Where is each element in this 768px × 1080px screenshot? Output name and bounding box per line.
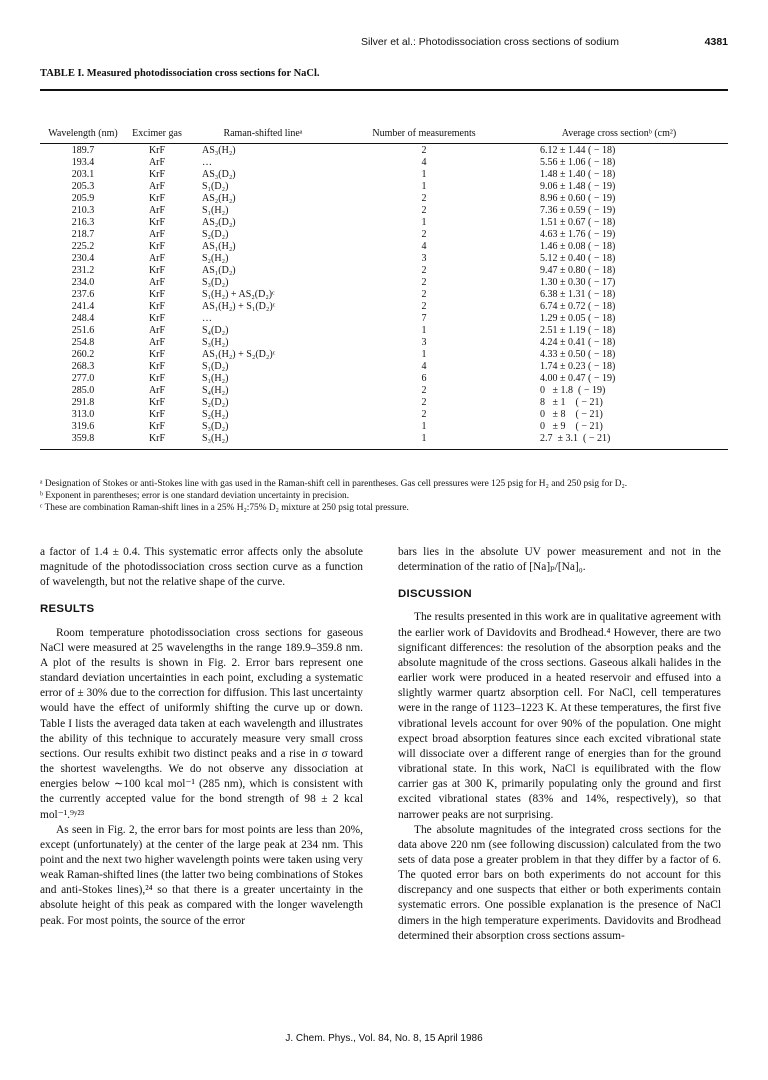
cell-excimer-gas: ArF [148, 325, 166, 336]
paragraph: The absolute magnitudes of the integrated cross sections for the data above 220 nm (see following discussion) calculated from the two sets of data pose a greater problem in that they differ by a factor of 6. The quoted error bars on both experiments do not account for this discrepancy and one suspects that either or both experiments contain systematic errors. One possible explanation is the presence of NaCl dimers in the high temperature experiments. Davidovits and Brodhead determined their absorption cross sections assum- [398, 823, 721, 942]
cell-wavelength: 268.3 [71, 361, 95, 372]
table-row [40, 325, 728, 337]
table-row [40, 229, 728, 241]
cell-excimer-gas: KrF [148, 313, 166, 324]
cell-excimer-gas: KrF [148, 217, 166, 228]
cell-excimer-gas: KrF [148, 169, 166, 180]
cell-num-measurements: 4 [421, 361, 427, 372]
col-header-cross-section: Average cross sectionᵇ (cm²) [561, 128, 677, 139]
col-header-excimer: Excimer gas [132, 128, 182, 139]
cell-wavelength: 237.6 [71, 289, 95, 300]
cell-wavelength: 234.0 [71, 277, 95, 288]
cell-num-measurements: 2 [421, 409, 427, 420]
cell-excimer-gas: KrF [148, 289, 166, 300]
cell-wavelength: 210.3 [71, 205, 95, 216]
cell-cross-section: 1.48 ± 1.40 ( − 18) [540, 169, 616, 180]
cell-raman-line: AS₂(D₂) [202, 217, 236, 228]
footnote-c: ᶜ These are combination Raman-shift lines in a 25% H₂:75% D₂ mixture at 250 psig total pressure. [40, 503, 409, 513]
cell-num-measurements: 2 [421, 193, 427, 204]
section-heading-results: RESULTS [40, 603, 95, 616]
col-header-number: Number of measurements [372, 128, 476, 139]
cell-num-measurements: 2 [421, 397, 427, 408]
cell-num-measurements: 1 [421, 325, 427, 336]
cell-wavelength: 241.4 [71, 301, 95, 312]
table-row [40, 361, 728, 373]
cell-wavelength: 319.6 [71, 421, 95, 432]
footnote-a: ᵃ Designation of Stokes or anti-Stokes line with gas used in the Raman-shift cell in parentheses. Gas cell pressures were 125 psig for H₂ and 250 psig for D₂. [40, 479, 628, 489]
table-row [40, 301, 728, 313]
table-footnotes [40, 478, 728, 514]
cell-num-measurements: 2 [421, 205, 427, 216]
cell-wavelength: 251.6 [71, 325, 95, 336]
cell-num-measurements: 3 [421, 337, 427, 348]
cell-cross-section: 1.46 ± 0.08 ( − 18) [540, 241, 616, 252]
cell-excimer-gas: KrF [148, 361, 166, 372]
cell-excimer-gas: ArF [148, 157, 166, 168]
cell-raman-line: AS₁(D₂) [202, 265, 236, 276]
cell-excimer-gas: ArF [148, 229, 166, 240]
table-row [40, 397, 728, 409]
cell-wavelength: 205.9 [71, 193, 95, 204]
cell-wavelength: 203.1 [71, 169, 95, 180]
cell-wavelength: 313.0 [71, 409, 95, 420]
cell-num-measurements: 2 [421, 229, 427, 240]
cell-excimer-gas: ArF [148, 253, 166, 264]
cell-cross-section: 6.38 ± 1.31 ( − 18) [540, 289, 616, 300]
cell-raman-line: S₁(D₂) [202, 361, 229, 372]
page-number: 4381 [704, 36, 728, 48]
cell-raman-line: S₁(D₂) [202, 181, 229, 192]
table-row [40, 277, 728, 289]
paragraph: a factor of 1.4 ± 0.4. This systematic error affects only the absolute magnitude of the photodissociation cross section curve as a function of wavelength, but not the relative shape of the curve. [40, 546, 363, 589]
cell-cross-section: 6.12 ± 1.44 ( − 18) [540, 145, 616, 156]
table-row [40, 349, 728, 361]
cell-wavelength: 193.4 [71, 157, 95, 168]
cell-num-measurements: 4 [421, 157, 427, 168]
paragraph: Room temperature photodissociation cross sections for gaseous NaCl were measured at 25 wavelengths in the range 189.9–359.8 nm. A plot of the results is shown in Fig. 2. Error bars represent one standard deviation uncertainties in each point, excluding a systematic error of ± 30% due to the correction for diffusion. This last uncertainty would have the effect of uniformly shifting the curve up or down. Table I lists the averaged data taken at each wavelength and illustrates the ability of this technique to accurately measure very small cross sections. Our results exhibit two distinct peaks and a rise in σ toward the shortest wavelengths. We do not observe any dissociation at energies below ∼100 kcal mol⁻¹ (285 nm), which is consistent with the currently accepted value for the bond strength of 98 ± 2 kcal mol⁻¹.⁹ʸ²³ [40, 626, 363, 821]
cell-cross-section: 2.51 ± 1.19 ( − 18) [540, 325, 616, 336]
cell-num-measurements: 7 [421, 313, 427, 324]
cell-excimer-gas: KrF [148, 373, 166, 384]
table-row [40, 265, 728, 277]
cell-excimer-gas: ArF [148, 277, 166, 288]
cell-wavelength: 189.7 [71, 145, 95, 156]
cell-cross-section: 8 ± 1 ( − 21) [540, 397, 603, 408]
cell-raman-line: S₄(H₂) [202, 385, 229, 396]
cell-wavelength: 216.3 [71, 217, 95, 228]
cell-num-measurements: 6 [421, 373, 427, 384]
cell-cross-section: 4.33 ± 0.50 ( − 18) [540, 349, 616, 360]
cell-num-measurements: 1 [421, 433, 427, 444]
cell-num-measurements: 2 [421, 265, 427, 276]
table-header-rule [40, 143, 728, 144]
cell-excimer-gas: KrF [148, 397, 166, 408]
table-row [40, 157, 728, 169]
cell-num-measurements: 3 [421, 253, 427, 264]
cell-raman-line: S₂(D₂) [202, 229, 229, 240]
table-row [40, 373, 728, 385]
table-row [40, 181, 728, 193]
cell-cross-section: 6.74 ± 0.72 ( − 18) [540, 301, 616, 312]
cell-num-measurements: 1 [421, 169, 427, 180]
cell-cross-section: 2.7 ± 3.1 ( − 21) [540, 433, 611, 444]
cell-wavelength: 218.7 [71, 229, 95, 240]
table-row [40, 385, 728, 397]
cell-raman-line: … [202, 157, 212, 168]
cell-raman-line: S₂(H₂) [202, 253, 229, 264]
table-row [40, 313, 728, 325]
cell-num-measurements: 2 [421, 301, 427, 312]
cell-raman-line: … [202, 313, 212, 324]
cell-excimer-gas: ArF [148, 385, 166, 396]
table-row [40, 409, 728, 421]
cell-wavelength: 205.3 [71, 181, 95, 192]
table-row [40, 145, 728, 157]
cell-cross-section: 1.30 ± 0.30 ( − 17) [540, 277, 616, 288]
cell-raman-line: S₂(D₂) [202, 397, 229, 408]
cell-num-measurements: 2 [421, 385, 427, 396]
cell-raman-line: S₃(D₂) [202, 277, 229, 288]
table-row [40, 205, 728, 217]
cell-num-measurements: 1 [421, 181, 427, 192]
cell-cross-section: 9.47 ± 0.80 ( − 18) [540, 265, 616, 276]
cell-cross-section: 4.00 ± 0.47 ( − 19) [540, 373, 616, 384]
cell-wavelength: 285.0 [71, 385, 95, 396]
section-heading-discussion: DISCUSSION [398, 588, 472, 601]
running-title: Silver et al.: Photodissociation cross sections of sodium [361, 36, 619, 48]
cell-wavelength: 231.2 [71, 265, 95, 276]
cell-cross-section: 8.96 ± 0.60 ( − 19) [540, 193, 616, 204]
journal-citation: J. Chem. Phys., Vol. 84, No. 8, 15 April 1986 [285, 1033, 483, 1044]
cell-cross-section: 1.74 ± 0.23 ( − 18) [540, 361, 616, 372]
cell-raman-line: S₃(H₂) [202, 337, 229, 348]
right-column [398, 545, 721, 944]
cell-wavelength: 230.4 [71, 253, 95, 264]
cell-cross-section: 4.63 ± 1.76 ( − 19) [540, 229, 616, 240]
cell-cross-section: 4.24 ± 0.41 ( − 18) [540, 337, 616, 348]
footnote-b: ᵇ Exponent in parentheses; error is one standard deviation uncertainty in precision. [40, 491, 350, 501]
table-row [40, 433, 728, 445]
cell-raman-line: AS₁(H₂) [202, 241, 236, 252]
cell-excimer-gas: ArF [148, 181, 166, 192]
cell-cross-section: 5.12 ± 0.40 ( − 18) [540, 253, 616, 264]
cell-cross-section: 9.06 ± 1.48 ( − 19) [540, 181, 616, 192]
cell-raman-line: AS₃(H₂) [202, 145, 236, 156]
cell-cross-section: 0 ± 9 ( − 21) [540, 421, 603, 432]
cell-raman-line: S₂(H₂) [202, 409, 229, 420]
col-header-raman: Raman-shifted lineᵃ [223, 128, 303, 139]
table-row [40, 289, 728, 301]
cell-cross-section: 0 ± 1.8 ( − 19) [540, 385, 606, 396]
paragraph: The results presented in this work are in qualitative agreement with the earlier work of Davidovits and Brodhead.⁴ However, there are two significant differences: the resolution of the absorption peaks and the absolute magnitude of the cross sections. Gaseous alkali halides in the earlier work were produced in a heated reservoir and effused into a slightly warmer quartz absorption cell. For NaCl, cell temperatures were in the range of 1123–1223 K. At these temperatures, the first five vibrational levels account for over 90% of the population. One might expect broad absorption features since each excited vibrational state will dissociate over a different range of energies than for the ground vibrational state. In this work, NaCl is equilibrated with the flow carrier gas at 300 K, primarily populating only the ground and first excited vibrational states (83% and 14%, respectively), so that narrower peaks are not surprising. [398, 611, 721, 821]
cell-excimer-gas: KrF [148, 241, 166, 252]
cell-wavelength: 248.4 [71, 313, 95, 324]
cell-wavelength: 359.8 [71, 433, 95, 444]
cell-num-measurements: 2 [421, 289, 427, 300]
cell-raman-line: S₃(D₂) [202, 421, 229, 432]
cell-num-measurements: 1 [421, 421, 427, 432]
cell-raman-line: S₃(H₂) [202, 433, 229, 444]
cell-cross-section: 1.51 ± 0.67 ( − 18) [540, 217, 616, 228]
table-row [40, 217, 728, 229]
cell-cross-section: 1.29 ± 0.05 ( − 18) [540, 313, 616, 324]
table-bottom-rule [40, 449, 728, 450]
table-container [40, 89, 728, 450]
cell-raman-line: AS₂(H₂) [202, 193, 236, 204]
cell-cross-section: 7.36 ± 0.59 ( − 19) [540, 205, 616, 216]
cell-excimer-gas: KrF [148, 301, 166, 312]
cell-excimer-gas: KrF [148, 265, 166, 276]
cell-excimer-gas: KrF [148, 433, 166, 444]
cell-excimer-gas: KrF [148, 421, 166, 432]
table-row [40, 337, 728, 349]
paragraph: As seen in Fig. 2, the error bars for most points are less than 20%, except (unfortunately) at the center of the large peak at 234 nm. This point and the next two higher wavelength points were taken using very weak Raman-shifted lines (the latter two being combinations of Stokes and anti-Stokes lines),²⁴ so that there is a greater uncertainty in the absolute height of this peak as compared with the longer wavelength peak. For most points, the source of the error [40, 823, 363, 927]
table-row [40, 169, 728, 181]
left-column [40, 545, 363, 929]
cell-num-measurements: 2 [421, 277, 427, 288]
table-caption: TABLE I. Measured photodissociation cross sections for NaCl. [40, 68, 320, 79]
cell-raman-line: S₄(D₂) [202, 325, 229, 336]
cell-wavelength: 260.2 [71, 349, 95, 360]
cell-excimer-gas: KrF [148, 145, 166, 156]
table-row [40, 193, 728, 205]
cell-raman-line: AS₁(H₂) + S₁(D₂)ᶜ [202, 301, 276, 312]
running-header [0, 36, 768, 52]
cell-excimer-gas: KrF [148, 349, 166, 360]
col-header-wavelength: Wavelength (nm) [48, 128, 118, 139]
cell-wavelength: 225.2 [71, 241, 95, 252]
cell-excimer-gas: KrF [148, 409, 166, 420]
table-body [40, 145, 728, 445]
cell-excimer-gas: ArF [148, 205, 166, 216]
cell-wavelength: 277.0 [71, 373, 95, 384]
cell-raman-line: AS₃(D₂) [202, 169, 236, 180]
cell-raman-line: AS₁(H₂) + S₂(D₂)ᶜ [202, 349, 276, 360]
table-row [40, 241, 728, 253]
cross-section-table [40, 91, 728, 445]
cell-num-measurements: 1 [421, 217, 427, 228]
cell-num-measurements: 1 [421, 349, 427, 360]
cell-cross-section: 5.56 ± 1.06 ( − 18) [540, 157, 616, 168]
cell-num-measurements: 4 [421, 241, 427, 252]
cell-wavelength: 291.8 [71, 397, 95, 408]
cell-num-measurements: 2 [421, 145, 427, 156]
cell-excimer-gas: KrF [148, 193, 166, 204]
table-row [40, 253, 728, 265]
table-row [40, 421, 728, 433]
cell-raman-line: S₁(H₂) + AS₂(D₂)ᶜ [202, 289, 275, 300]
cell-excimer-gas: ArF [148, 337, 166, 348]
cell-wavelength: 254.8 [71, 337, 95, 348]
cell-raman-line: S₁(H₂) [202, 373, 229, 384]
cell-raman-line: S₁(H₂) [202, 205, 229, 216]
paragraph: bars lies in the absolute UV power measurement and not in the determination of the ratio of [Na]ₚ/[Na]₀. [398, 546, 721, 574]
cell-cross-section: 0 ± 8 ( − 21) [540, 409, 603, 420]
